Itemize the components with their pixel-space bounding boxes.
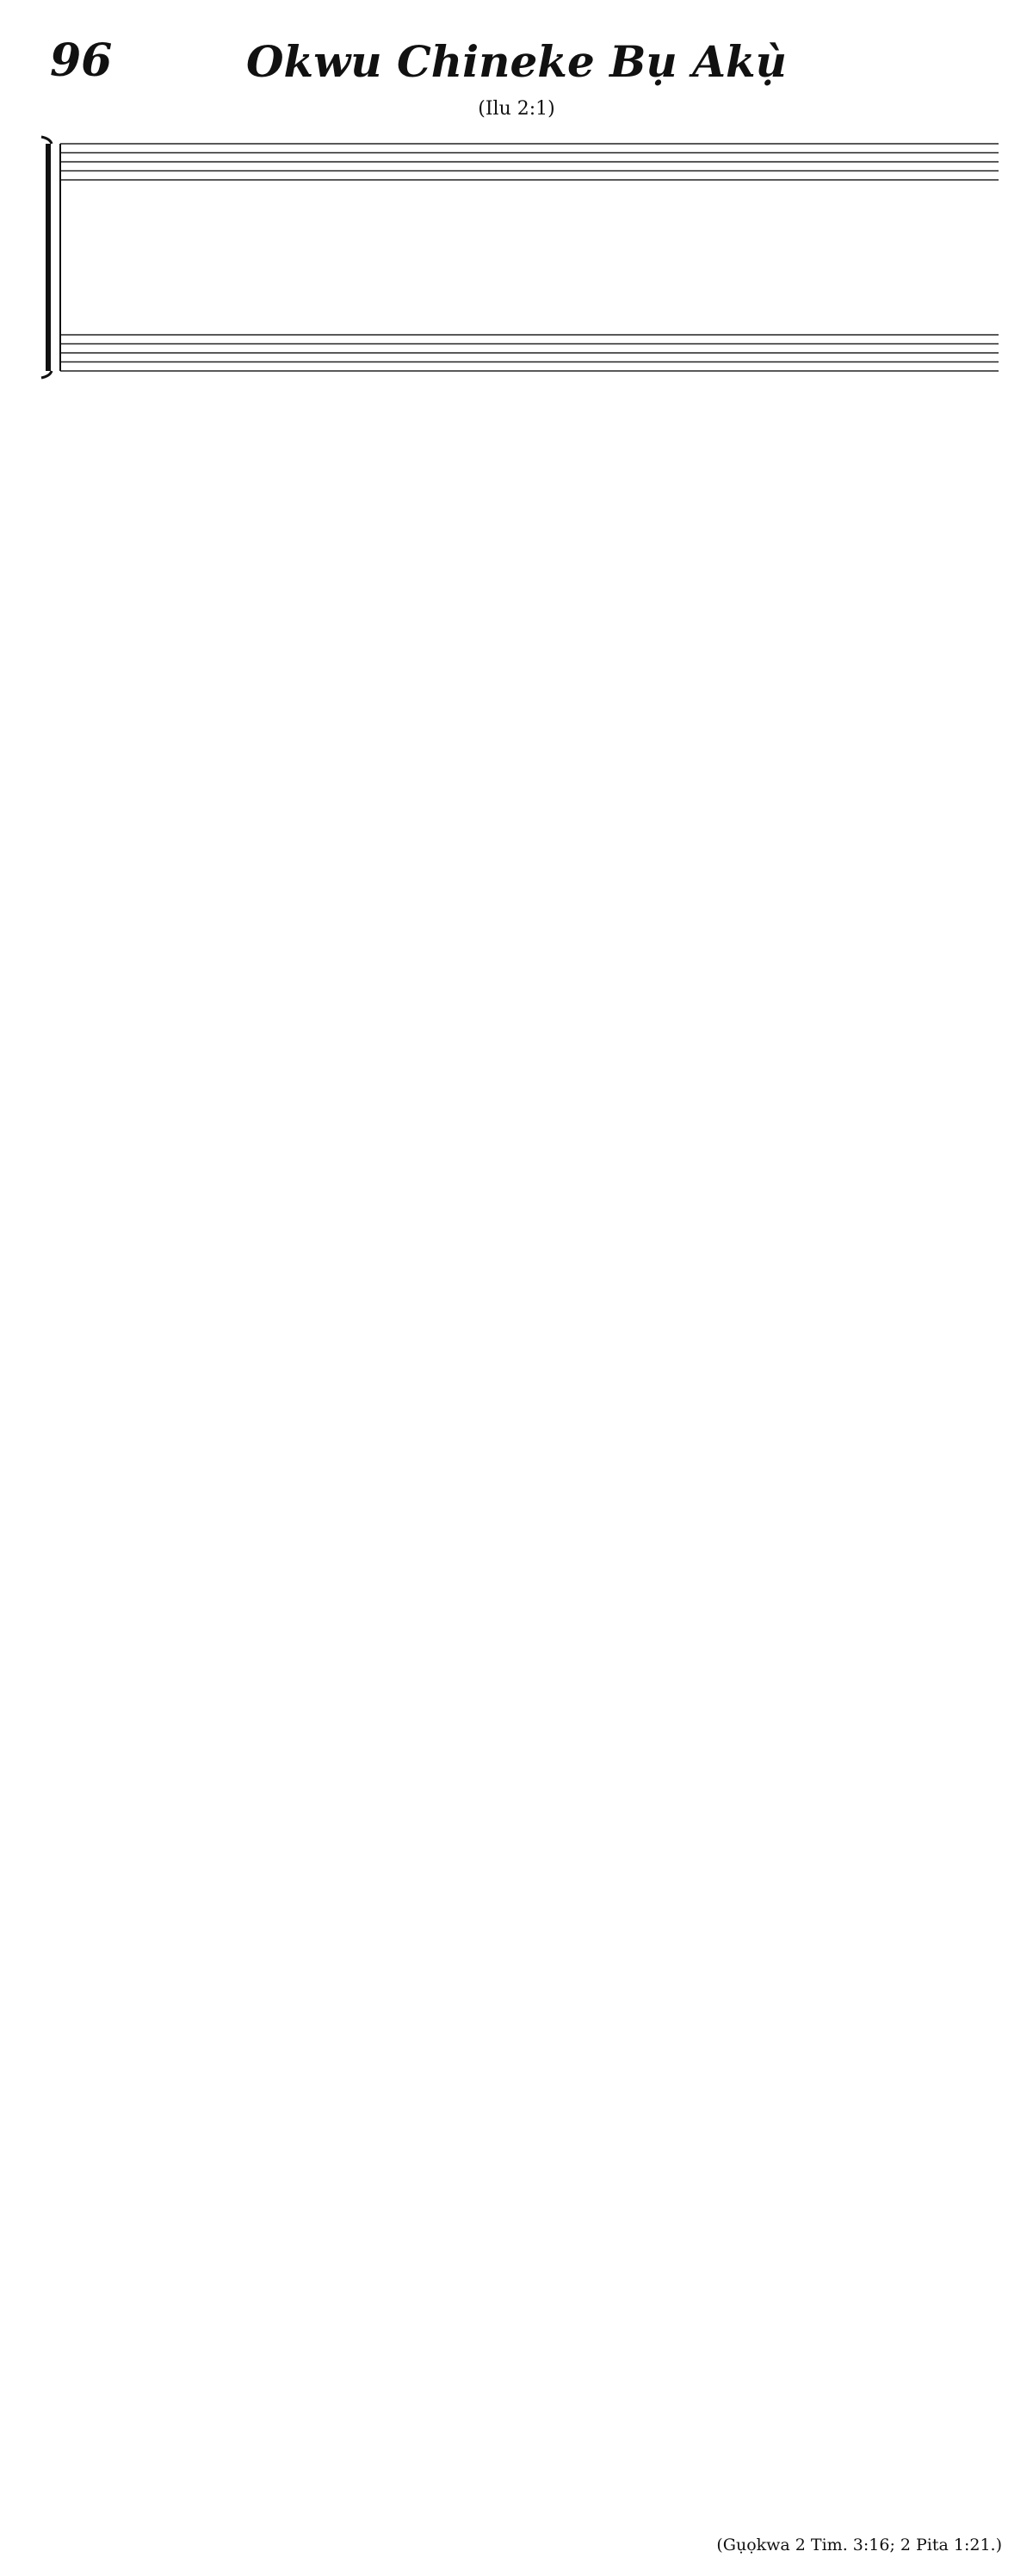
system-1 <box>41 137 999 378</box>
hymn-title: Okwu Chineke Bụ Akụ̀ <box>246 36 787 87</box>
scripture-reference: (Ilu 2:1) <box>478 98 555 120</box>
hymn-number: 96 <box>50 34 113 87</box>
footer-reference: (Gụọkwa 2 Tim. 3:16; 2 Pita 1:21.) <box>716 2536 1002 2554</box>
